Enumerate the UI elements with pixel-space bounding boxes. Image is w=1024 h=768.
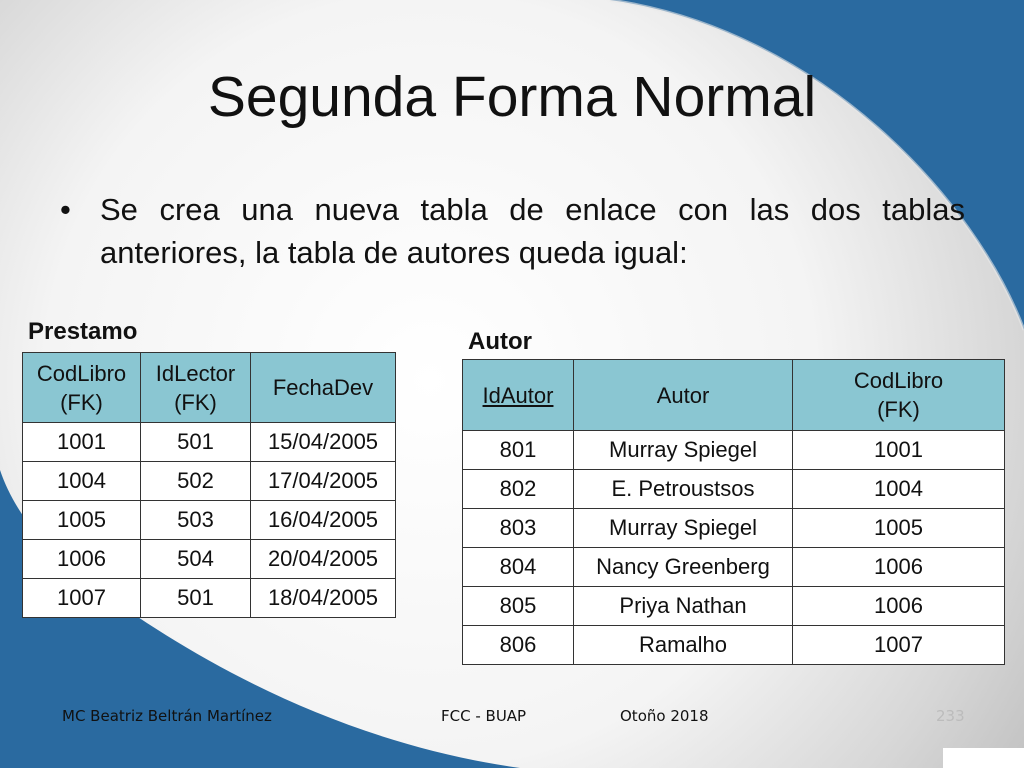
- table-cell: Murray Spiegel: [574, 431, 793, 470]
- table-row: [23, 423, 396, 462]
- table-cell: Nancy Greenberg: [574, 548, 793, 587]
- prestamo-table: [22, 352, 396, 618]
- table-cell: 16/04/2005: [251, 501, 396, 540]
- table-cell: 502: [141, 462, 251, 501]
- corner-patch: [943, 748, 1024, 768]
- table-cell: 1005: [793, 509, 1005, 548]
- table-row: [23, 540, 396, 579]
- table-cell: 805: [463, 587, 574, 626]
- footer-term: Otoño 2018: [620, 707, 709, 725]
- table-cell: 1001: [793, 431, 1005, 470]
- table-cell: E. Petroustsos: [574, 470, 793, 509]
- table-cell: 18/04/2005: [251, 579, 396, 618]
- table-cell: 501: [141, 579, 251, 618]
- table-cell: 1007: [793, 626, 1005, 665]
- table-cell: 1006: [793, 587, 1005, 626]
- table-cell: 15/04/2005: [251, 423, 396, 462]
- prestamo-table-label: Prestamo: [28, 318, 138, 345]
- table-row: [463, 470, 1005, 509]
- table-row: [23, 579, 396, 618]
- slide-title: Segunda Forma Normal: [207, 65, 817, 129]
- table-cell: 1006: [23, 540, 141, 579]
- autor-header-idautor: IdAutor: [463, 360, 574, 431]
- table-row: [463, 548, 1005, 587]
- table-cell: 802: [463, 470, 574, 509]
- table-row: [463, 626, 1005, 665]
- table-cell: 17/04/2005: [251, 462, 396, 501]
- table-cell: Murray Spiegel: [574, 509, 793, 548]
- table-cell: 503: [141, 501, 251, 540]
- table-cell: 1001: [23, 423, 141, 462]
- table-cell: Ramalho: [574, 626, 793, 665]
- prestamo-header-idlector: IdLector (FK): [141, 353, 251, 423]
- autor-header-codlibro: CodLibro (FK): [793, 360, 1005, 431]
- table-row: [463, 509, 1005, 548]
- table-cell: 801: [463, 431, 574, 470]
- footer-institution: FCC - BUAP: [441, 707, 527, 725]
- prestamo-header-fechadev: FechaDev: [251, 353, 396, 423]
- table-row: [23, 462, 396, 501]
- table-row: [23, 501, 396, 540]
- table-cell: 20/04/2005: [251, 540, 396, 579]
- table-cell: 1006: [793, 548, 1005, 587]
- page-number: 233: [936, 707, 965, 725]
- bullet-dot: •: [60, 192, 71, 227]
- footer-author: MC Beatriz Beltrán Martínez: [62, 707, 272, 725]
- table-cell: 1004: [793, 470, 1005, 509]
- table-cell: 803: [463, 509, 574, 548]
- bullet-item: [60, 188, 965, 274]
- autor-table-label: Autor: [468, 328, 532, 355]
- autor-header-autor: Autor: [574, 360, 793, 431]
- table-cell: 1005: [23, 501, 141, 540]
- table-cell: 806: [463, 626, 574, 665]
- table-cell: Priya Nathan: [574, 587, 793, 626]
- table-row: [463, 431, 1005, 470]
- table-cell: 501: [141, 423, 251, 462]
- table-row: [463, 587, 1005, 626]
- bullet-text: Se crea una nueva tabla de enlace con las dos tablas anteriores, la tabla de autores queda igual:: [100, 192, 965, 270]
- autor-table: [462, 359, 1005, 665]
- prestamo-header-codlibro: CodLibro (FK): [23, 353, 141, 423]
- table-cell: 804: [463, 548, 574, 587]
- table-cell: 1004: [23, 462, 141, 501]
- table-cell: 504: [141, 540, 251, 579]
- table-cell: 1007: [23, 579, 141, 618]
